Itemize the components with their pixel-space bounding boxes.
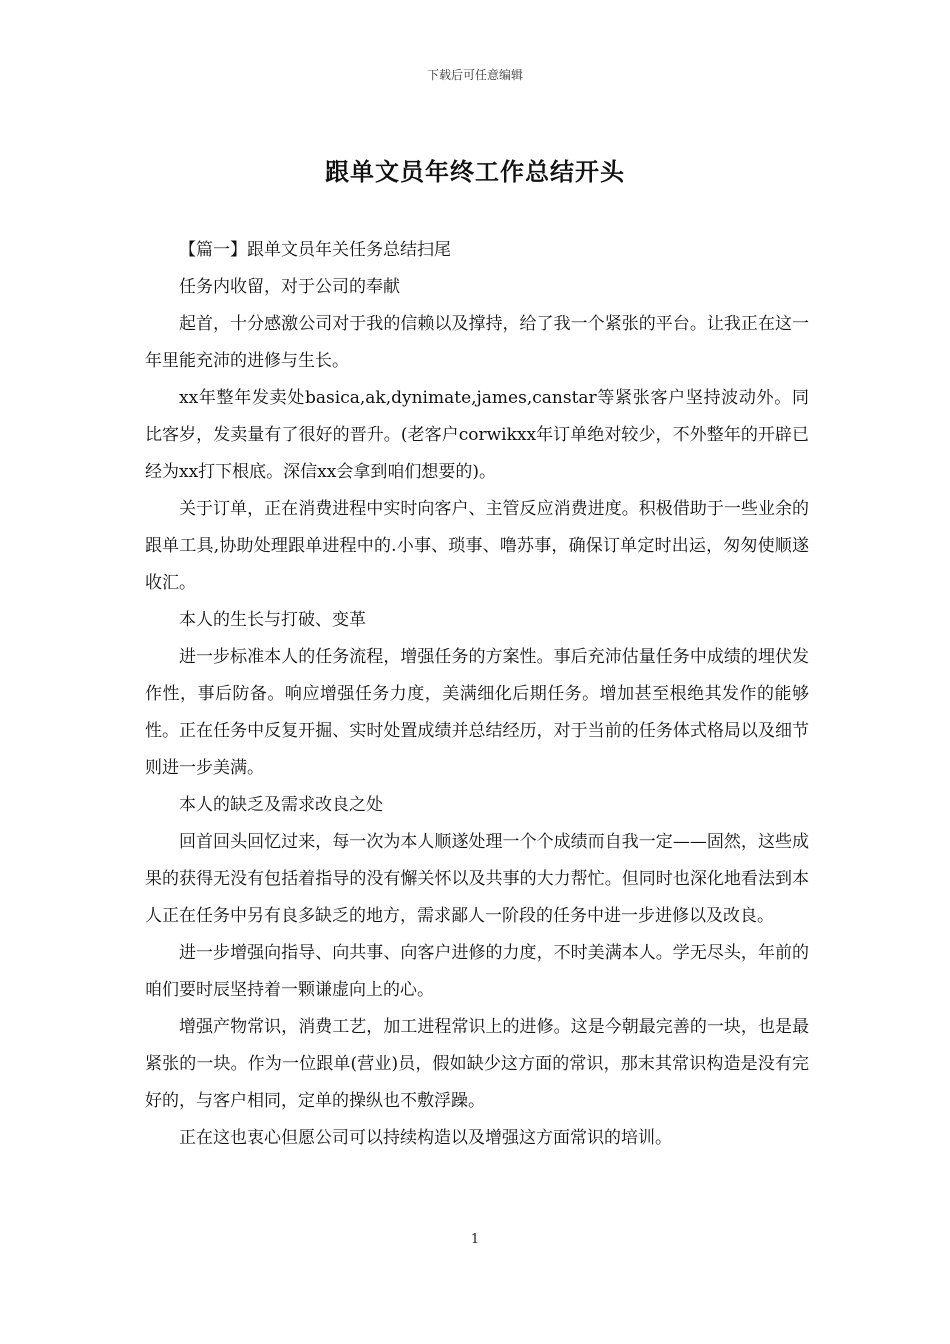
paragraph: 关于订单，正在消费进程中实时向客户、主管反应消费进度。积极借助于一些业余的跟单工具,协助处理跟单进程中的.小事、琐事、噜苏事，确保订单定时出运，匆匆使顺遂收汇。: [145, 499, 809, 593]
subheading: 本人的生长与打破、变革: [179, 610, 366, 630]
subheading: 任务内收留，对于公司的奉献: [179, 277, 400, 297]
paragraph: 回首回头回忆过来，每一次为本人顺遂处理一个个成绩而自我一定——固然，这些成果的获得无没有包括着指导的没有懈关怀以及共事的大力帮忙。但同时也深化地看法到本人正在任务中另有良多缺乏的地方，需求鄙人一阶段的任务中进一步进修以及改良。: [145, 832, 809, 926]
subheading: 本人的缺乏及需求改良之处: [179, 795, 383, 815]
paragraph: xx年整年发卖处basica,ak,dynimate,james,canstar等紧张客户坚持波动外。同比客岁，发卖量有了很好的晋升。(老客户corwikxx年订单绝对较少，不外整年的开辟已经为xx打下根底。深信xx会拿到咱们想要的)。: [145, 388, 809, 482]
section-heading: 【篇一】跟单文员年关任务总结扫尾: [179, 240, 451, 260]
paragraph: 起首，十分感激公司对于我的信赖以及撑持，给了我一个紧张的平台。让我正在这一年里能充沛的进修与生长。: [145, 314, 809, 371]
paragraph: 正在这也衷心但愿公司可以持续构造以及增强这方面常识的培训。: [179, 1128, 672, 1148]
paragraph: 增强产物常识，消费工艺，加工进程常识上的进修。这是今朝最完善的一块，也是最紧张的一块。作为一位跟单(营业)员，假如缺少这方面的常识，那末其常识构造是没有完好的，与客户相同，定单的操纵也不敷浮躁。: [145, 1017, 809, 1111]
page-number: 1: [470, 1232, 480, 1247]
page-header: 下载后可任意编辑: [426, 68, 523, 82]
paragraph: 进一步标准本人的任务流程，增强任务的方案性。事后充沛估量任务中成绩的埋伏发作性，事后防备。响应增强任务力度，美满细化后期任务。增加甚至根绝其发作的能够性。正在任务中反复开掘、实时处置成绩并总结经历，对于当前的任务体式格局以及细节则进一步美满。: [145, 647, 809, 778]
document-title: 跟单文员年终工作总结开头: [325, 157, 625, 186]
document-body: [145, 232, 809, 1157]
paragraph: 进一步增强向指导、向共事、向客户进修的力度，不时美满本人。学无尽头，年前的咱们要时辰坚持着一颗谦虚向上的心。: [145, 943, 809, 1000]
